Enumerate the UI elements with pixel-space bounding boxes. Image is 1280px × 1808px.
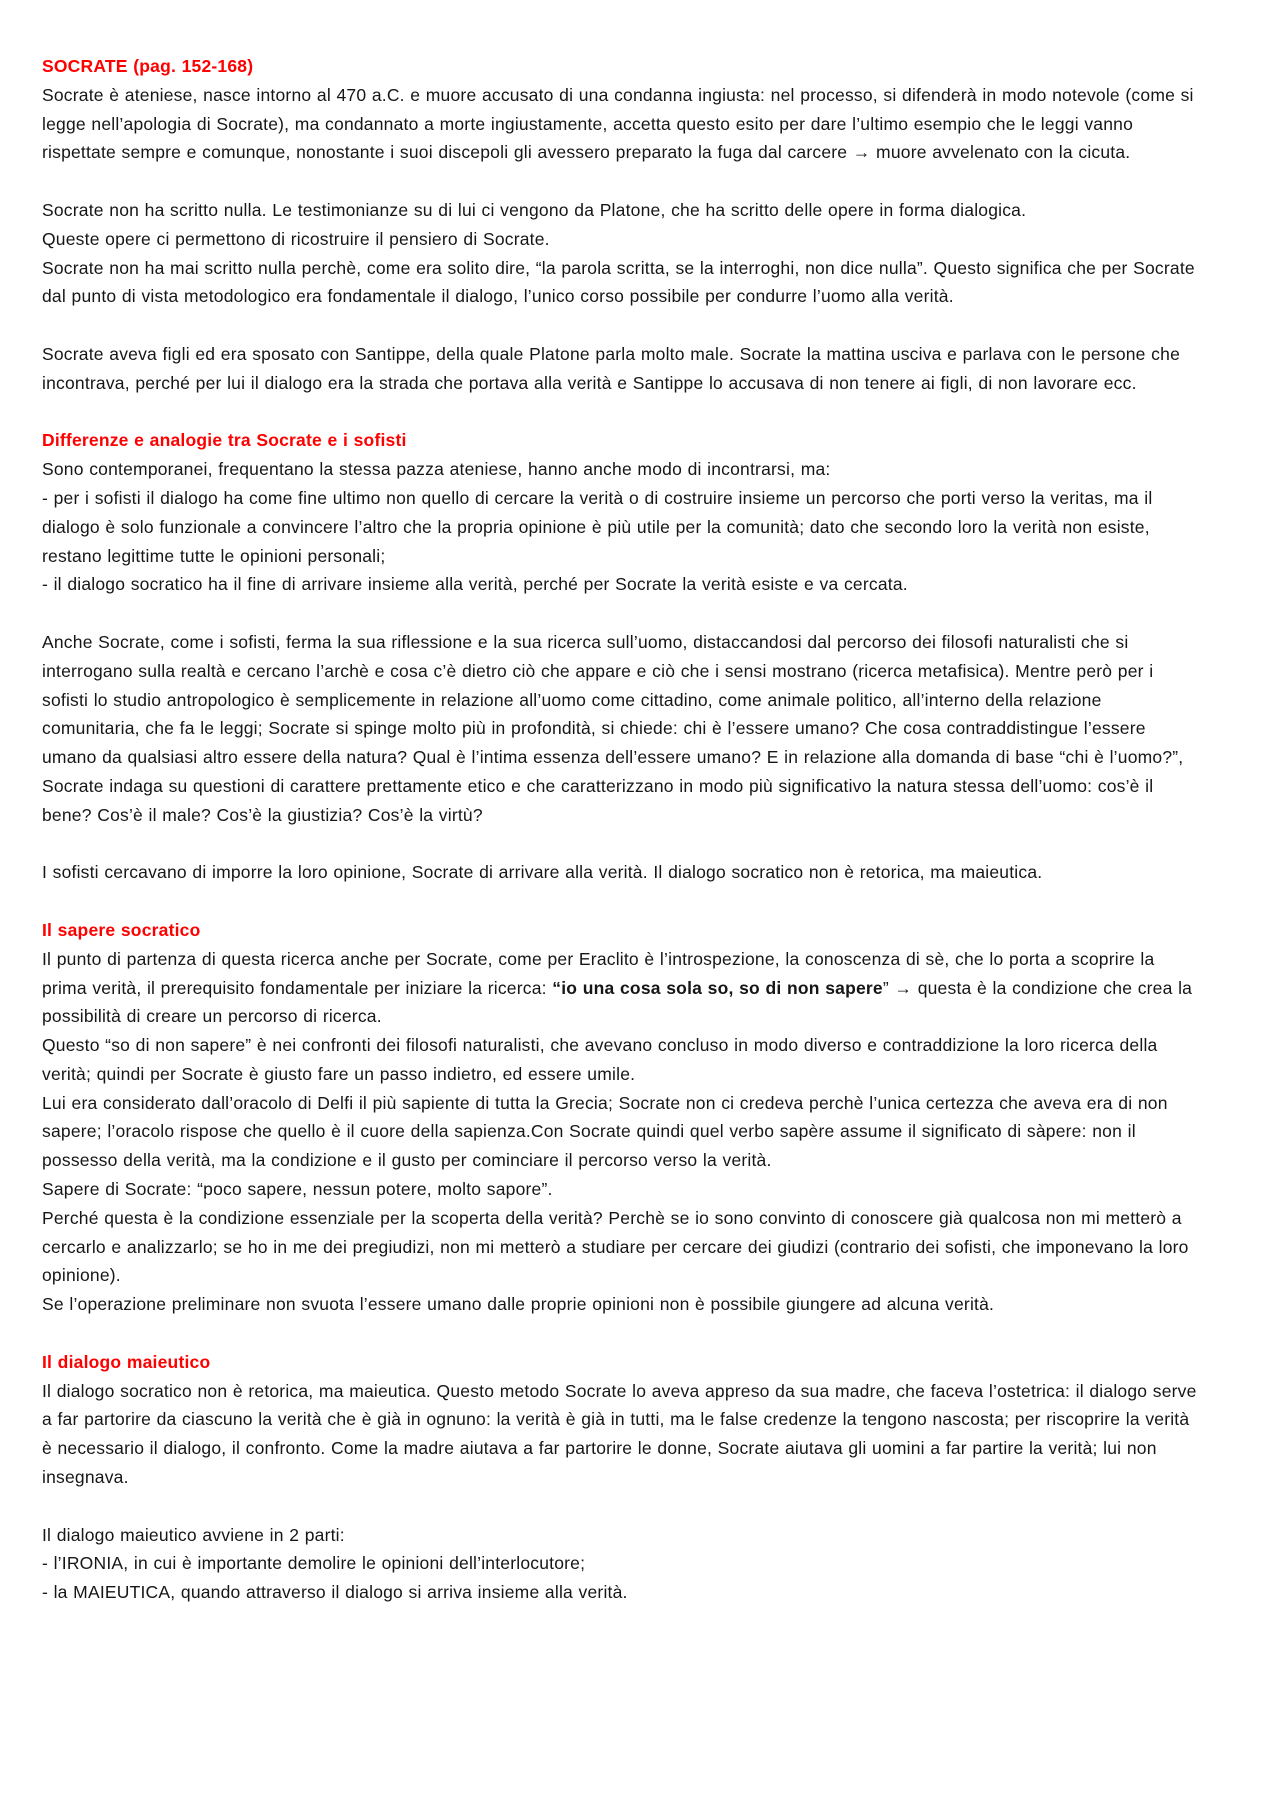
- text-run: Il sapere socratico: [42, 919, 201, 940]
- document-content: [42, 52, 1202, 1607]
- paragraph-dialogo-maieutico: [42, 1377, 1202, 1492]
- bold-text-run: “io una cosa sola so, so di non sapere: [552, 977, 883, 998]
- heading-socrate: [42, 52, 1202, 81]
- text-run: - la MAIEUTICA, quando attraverso il dialogo si arriva insieme alla verità.: [42, 1582, 628, 1603]
- text-run: Il punto di partenza di questa ricerca anche per Socrate, come per Eraclito è l’introspezione, la conoscenza di sè, che lo porta a scoprire la prima verità, il prerequisito fondamentale per iniziare la ricerca:: [42, 948, 1155, 998]
- heading-dialogo-maieutico: [42, 1348, 1202, 1377]
- paragraph-ricerca-uomo: [42, 628, 1202, 830]
- text-run: Lui era considerato dall’oracolo di Delfi il più sapiente di tutta la Grecia; Socrate non ci credeva perchè l’unica certezza che aveva era di non sapere; l’oracolo rispose che quello è il cuore della sapienza.Con Socrate quindi quel verbo sapère assume il significato di sàpere: non il possesso della verità, ma la condizione e il gusto per cominciare il percorso verso la verità.: [42, 1092, 1168, 1171]
- text-run: Sono contemporanei, frequentano la stessa pazza ateniese, hanno anche modo di incontrarsi, ma:: [42, 459, 831, 480]
- text-run: Sapere di Socrate: “poco sapere, nessun potere, molto sapore”.: [42, 1179, 553, 1200]
- text-run: Socrate è ateniese, nasce intorno al 470 a.C. e muore accusato di una condanna ingiusta: nel processo, si difenderà in modo notevole (come si legge nell’apologia di Socrate), ma condannato a morte ingiustamente, accetta questo esito per dare l’ultimo esempio che le leggi vanno rispettate sempre e comunque, nonostante i suoi discepoli gli avessero preparato la fuga dal carcere → muore avvelenato con la cicuta.: [42, 84, 1194, 163]
- text-run: Questo “so di non sapere” è nei confronti dei filosofi naturalisti, che avevano concluso in modo diverso e contraddizione la loro ricerca della verità; quindi per Socrate è giusto fare un passo indietro, ed essere umile.: [42, 1035, 1158, 1084]
- text-run: Il dialogo socratico non è retorica, ma maieutica. Questo metodo Socrate lo aveva appreso da sua madre, che faceva l’ostetrica: il dialogo serve a far partorire da ciascuno la verità che è già in ognuno: la verità è già in tutti, ma le false credenze la tengono nascosta; per riscoprire la verità è necessario il dialogo, il confronto. Come la madre aiutava a far partorire le donne, Socrate aiutava gli uomini a far partire la verità; lui non insegnava.: [42, 1380, 1197, 1488]
- heading-differenze-socrate-sofisti: [42, 426, 1202, 455]
- text-run: Queste opere ci permettono di ricostruire il pensiero di Socrate.: [42, 228, 550, 249]
- text-run: Differenze e analogie tra Socrate e i sofisti: [42, 430, 407, 451]
- text-run: - il dialogo socratico ha il fine di arrivare insieme alla verità, perché per Socrate la verità esiste e va cercata.: [42, 574, 908, 595]
- paragraph-biografia: [42, 81, 1202, 167]
- text-run: ” → questa è la condizione che crea la possibilità di creare un percorso di ricerca.: [42, 977, 1193, 1027]
- text-run: Socrate non ha mai scritto nulla perchè, come era solito dire, “la parola scritta, se la interroghi, non dice nulla”. Questo significa che per Socrate dal punto di vista metodologico era fondamentale il dialogo, l’unico corso possibile per condurre l’uomo alla verità.: [42, 257, 1195, 307]
- text-run: Socrate aveva figli ed era sposato con Santippe, della quale Platone parla molto male. Socrate la mattina usciva e parlava con le persone che incontrava, perché per lui il dialogo era la strada che portava alla verità e Santippe lo accusava di non tenere ai figli, di non lavorare ecc.: [42, 343, 1180, 393]
- text-run: - l’IRONIA, in cui è importante demolire le opinioni dell’interlocutore;: [42, 1553, 586, 1574]
- text-run: - per i sofisti il dialogo ha come fine ultimo non quello di cercare la verità o di costruire insieme un percorso che porti verso la veritas, ma il dialogo è solo funzionale a convincere l’altro che la propria opinione è più utile per la comunità; dato che secondo loro la verità non esiste, restano legittime tutte le opinioni personali;: [42, 487, 1153, 566]
- text-run: Perché questa è la condizione essenziale per la scoperta della verità? Perchè se io sono convinto di conoscere già qualcosa non mi metterò a cercarlo e analizzarlo; se ho in me dei pregiudizi, non mi metterò a studiare per cercare dei giudizi (contrario dei sofisti, che imponevano la loro opinione).: [42, 1207, 1189, 1286]
- text-run: SOCRATE (pag. 152-168): [42, 56, 254, 76]
- heading-sapere-socratico: [42, 916, 1202, 945]
- text-run: I sofisti cercavano di imporre la loro opinione, Socrate di arrivare alla verità. Il dialogo socratico non è retorica, ma maieutica.: [42, 862, 1043, 883]
- text-run: Socrate non ha scritto nulla. Le testimonianze su di lui ci vengono da Platone, che ha scritto delle opere in forma dialogica.: [42, 199, 1027, 220]
- text-run: Il dialogo maieutico: [42, 1351, 211, 1372]
- text-run: Se l’operazione preliminare non svuota l’essere umano dalle proprie opinioni non è possibile giungere ad alcuna verità.: [42, 1294, 995, 1315]
- paragraph-sapere-socratico: [42, 945, 1202, 1319]
- text-run: Il dialogo maieutico avviene in 2 parti:: [42, 1524, 345, 1545]
- paragraph-retorica-maieutica: [42, 858, 1202, 887]
- paragraph-due-parti: [42, 1521, 1202, 1607]
- paragraph-contemporanei: [42, 455, 1202, 599]
- paragraph-testimonianze: [42, 196, 1202, 311]
- text-run: Anche Socrate, come i sofisti, ferma la sua riflessione e la sua ricerca sull’uomo, distaccandosi dal percorso dei filosofi naturalisti che si interrogano sulla realtà e cercano l’archè e cosa c’è dietro ciò che appare e ciò che i sensi mostrano (ricerca metafisica). Mentre però per i sofisti lo studio antropologico è semplicemente in relazione all’uomo come cittadino, come animale politico, all’interno della relazione comunitaria, che fa le leggi; Socrate si spinge molto più in profondità, si chiede: chi è l’essere umano? Che cosa contraddistingue l’essere umano da qualsiasi altro essere della natura? Qual è l’intima essenza dell’essere umano? E in relazione alla domanda di base “chi è l’uomo?”, Socrate indaga su questioni di carattere prettamente etico e che caratterizzano in modo più significativo la natura stessa dell’uomo: cos’è il bene? Cos’è il male? Cos’è la giustizia? Cos’è la virtù?: [42, 631, 1184, 825]
- paragraph-santippe: [42, 340, 1202, 398]
